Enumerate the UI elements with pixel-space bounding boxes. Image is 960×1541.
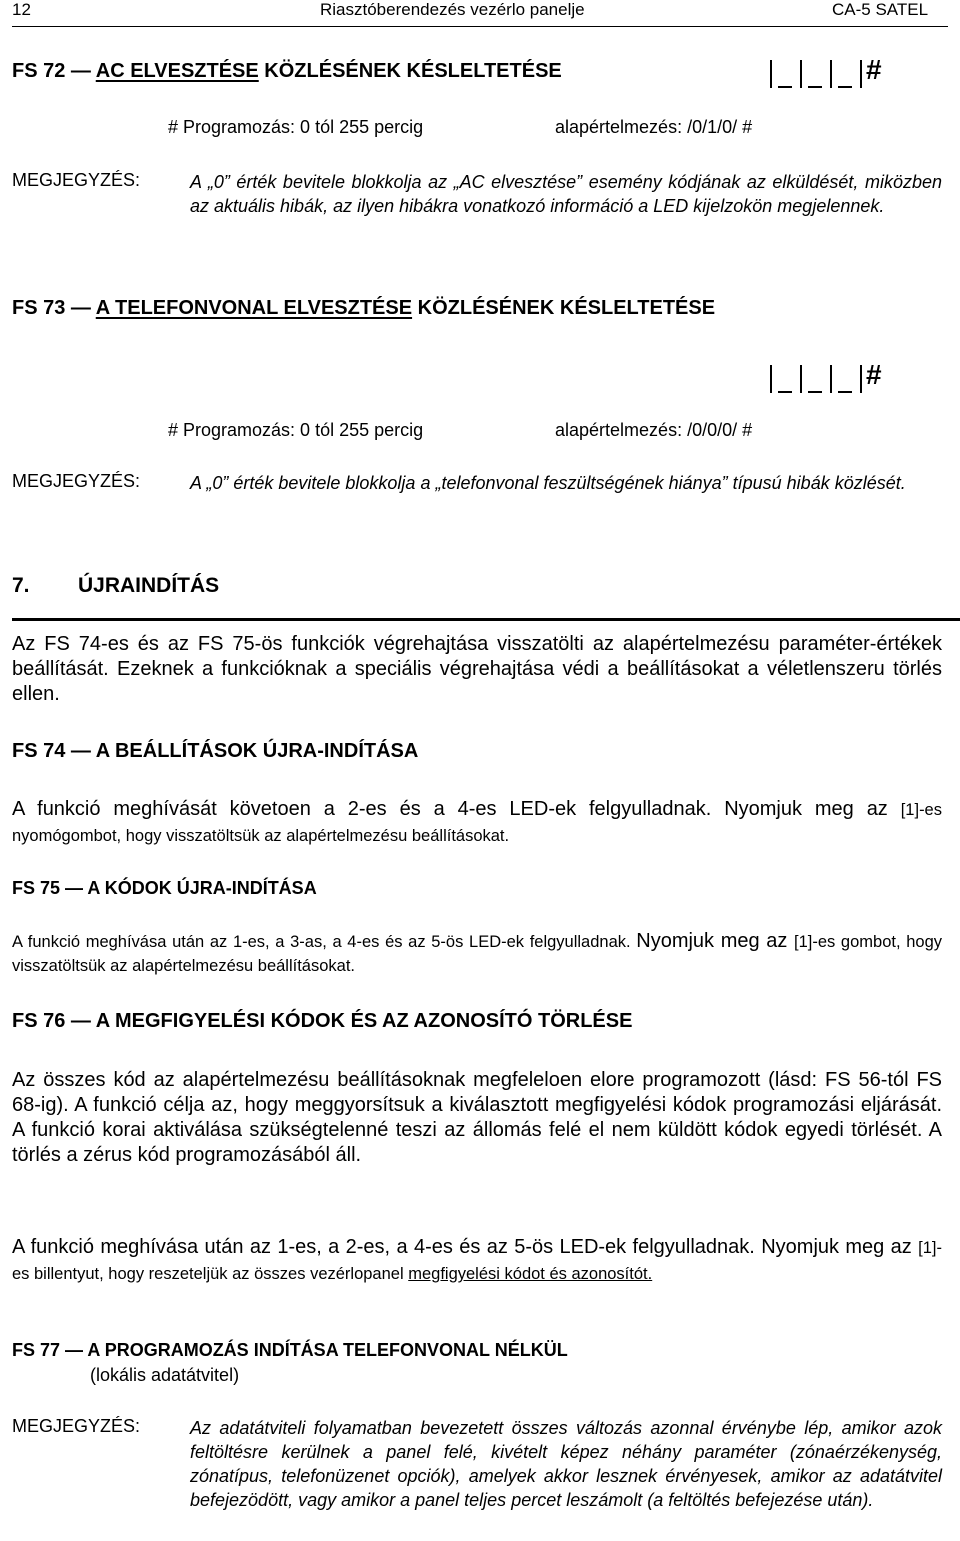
- fs72-default-value: alapértelmezés: /0/1/0/ #: [555, 117, 753, 137]
- fs77-note-label: MEGJEGYZÉS:: [12, 1416, 141, 1436]
- fs76-paragraph-1: Az összes kód az alapértelmezésu beállításoknak megfeleloen elore programozott (lásd: FS 56-tól FS 68-ig). A funkció célja az, hogy meggyorsítsuk a kiválasztott megfigyelési kódok programozási eljárását. A funkció korai aktiválása szükségtelenné teszi az állomás felé el nem küldött kódok egyedi törlését. A törlés a zérus kód programozásából áll.: [12, 1069, 942, 1166]
- fs73-note-text: A „0” érték bevitele blokkolja a „telefonvonal feszültségének hiánya” típusú hibák közlését.: [190, 473, 906, 493]
- hash-symbol: #: [866, 54, 882, 85]
- fs73-number: FS 73: [12, 297, 71, 319]
- fs72-title-underlined: AC ELVESZTÉSE: [95, 60, 259, 82]
- fs73-programming-range: # Programozás: 0 tól 255 percig: [168, 420, 424, 440]
- hash-symbol: #: [866, 359, 882, 390]
- fs72-title-rest: KÖZLÉSÉNEK KÉSLELTETÉSE: [258, 60, 562, 82]
- fs73-note-label: MEGJEGYZÉS:: [12, 471, 141, 491]
- fs77-note-text: Az adatátviteli folyamatban bevezetett összes változás azonnal érvénybe lép, amikor azok feltöltésre kerülnek a panel felé, kivételt képez néhány paraméter (zónaérzékenység, zónatípus, telefonüzenet opciók), amelyek akkor lesznek érvényesek, amikor az adatátvitel befejezödött, vagy amikor a panel teljes percet leszámolt (a feltöltés befejezése után).: [190, 1418, 942, 1510]
- section-number: 7.: [12, 574, 30, 597]
- fs77-heading: FS 77 — A PROGRAMOZÁS INDÍTÁSA TELEFONVONAL NÉLKÜL: [12, 1340, 568, 1360]
- fs74-text: A funkció meghívását követoen a 2-es és a 4-es LED-ek felgyulladnak. Nyomjuk meg az [1]-es nyomógombot, hogy visszatöltsük az alapértelmezésu beállításokat.: [12, 798, 942, 845]
- fs73-default-value: alapértelmezés: /0/0/0/ #: [555, 420, 753, 440]
- document-title: Riasztóberendezés vezérlo panelje: [320, 0, 585, 19]
- fs76-heading: FS 76 — A MEGFIGYELÉSI KÓDOK ÉS AZ AZONOSÍTÓ TÖRLÉSE: [12, 1010, 633, 1032]
- fs72-note-label: MEGJEGYZÉS:: [12, 170, 141, 190]
- section-title: ÚJRAINDÍTÁS: [78, 574, 220, 597]
- fs72-note-text: A „0” érték bevitele blokkolja az „AC elvesztése” esemény kódjának az elküldését, miközben az aktuális hibák, az ilyen hibákra vonatkozó információ a LED kijelzokön megjelennek.: [190, 172, 942, 216]
- fs77-subtitle: (lokális adatátvitel): [90, 1365, 240, 1385]
- page-number: 12: [12, 0, 31, 19]
- fs75-text: A funkció meghívása után az 1-es, a 3-as, a 4-es és az 5-ös LED-ek felgyulladnak. Nyomjuk meg az [1]-es gombot, hogy visszatöltsük az alapértelmezésu beállításokat.: [12, 930, 942, 975]
- fs72-code-boxes: [770, 54, 890, 88]
- product-name: CA-5 SATEL: [832, 0, 929, 19]
- fs73-title-rest: KÖZLÉSÉNEK KÉSLELTETÉSE: [412, 297, 716, 319]
- fs74-heading: FS 74 — A BEÁLLÍTÁSOK ÚJRA-INDÍTÁSA: [12, 740, 419, 762]
- reset-codes-link[interactable]: megfigyelési kódot és azonosítót.: [408, 1265, 653, 1283]
- header-divider: [12, 26, 948, 27]
- fs73-code-boxes: [770, 359, 890, 393]
- fs72-heading: FS 72 — AC ELVESZTÉSE KÖZLÉSÉNEK KÉSLELTETÉSE: [12, 60, 562, 82]
- fs72-number: FS 72: [12, 60, 71, 82]
- fs76-paragraph-2: A funkció meghívása után az 1-es, a 2-es, a 4-es és az 5-ös LED-ek felgyulladnak. Nyomjuk meg az [1]-es billentyut, hogy reszeteljük az összes vezérlopanel megfigyelési kódot és azonosítót.: [12, 1236, 942, 1283]
- section-divider: [12, 618, 960, 621]
- fs73-heading: FS 73 — A TELEFONVONAL ELVESZTÉSE KÖZLÉSÉNEK KÉSLELTETÉSE: [12, 297, 716, 319]
- fs75-heading: FS 75 — A KÓDOK ÚJRA-INDÍTÁSA: [12, 878, 317, 898]
- fs73-title-underlined: A TELEFONVONAL ELVESZTÉSE: [95, 297, 413, 319]
- fs72-programming-range: # Programozás: 0 tól 255 percig: [168, 117, 424, 137]
- section-intro: Az FS 74-es és az FS 75-ös funkciók végrehajtása visszatölti az alapértelmezésu paraméter-értékek beállítását. Ezeknek a funkcióknak a speciális végrehajtása védi a beállításokat a véletlenszeru törlés ellen.: [12, 633, 942, 705]
